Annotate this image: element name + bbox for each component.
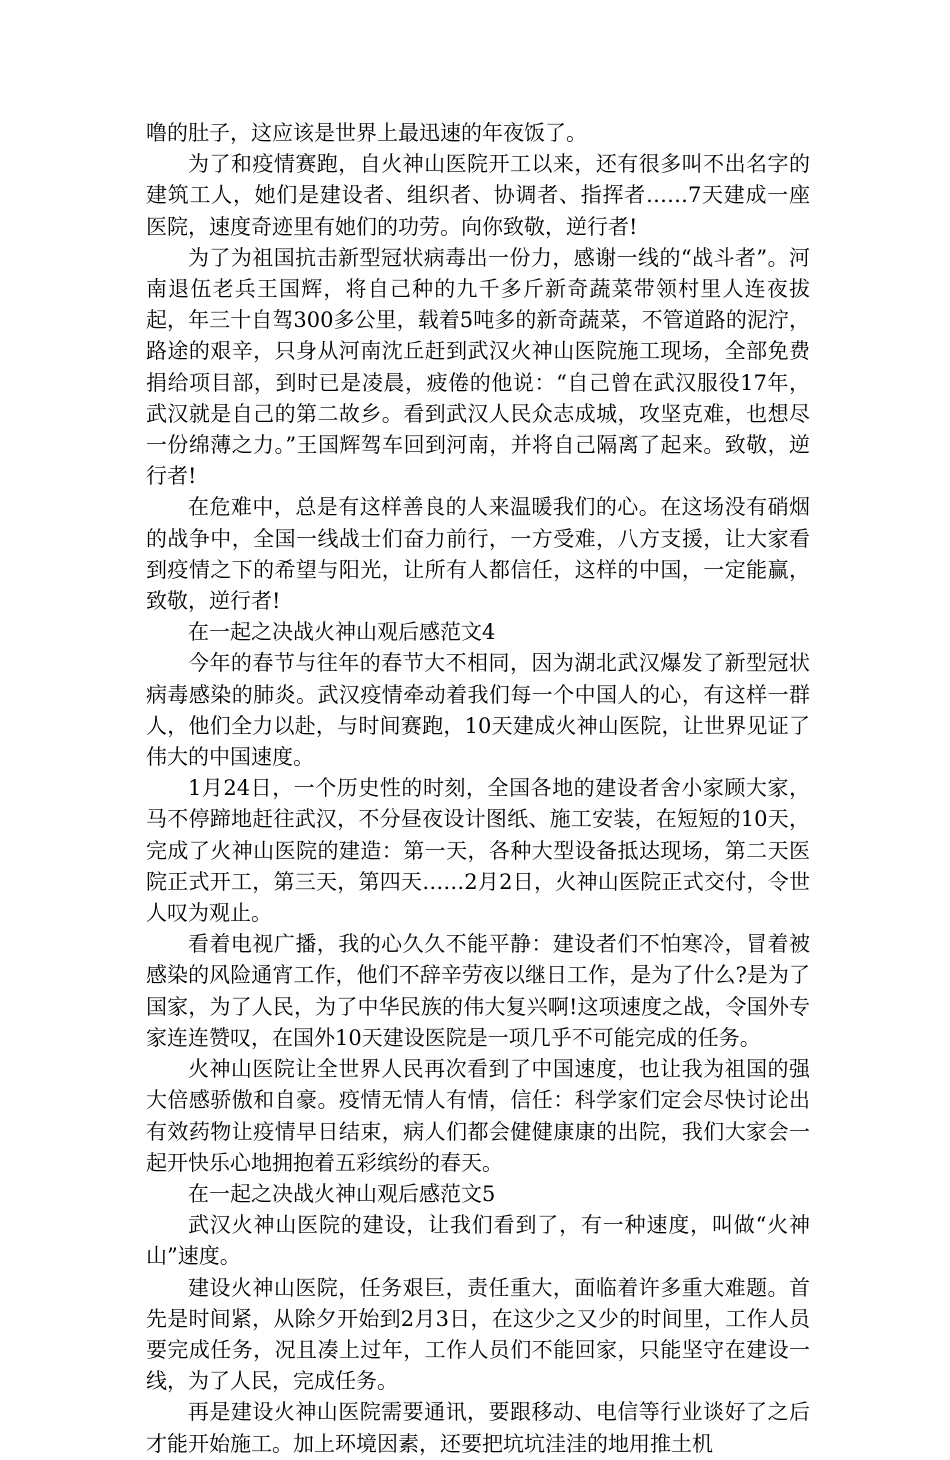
paragraph: 噜的肚子，这应该是世界上最迅速的年夜饭了。: [146, 121, 587, 145]
document-body: [146, 118, 810, 1460]
paragraph: 建设火神山医院，任务艰巨，责任重大，面临着许多重大难题。首先是时间紧，从除夕开始到2月3日，在这少之又少的时间里，工作人员要完成任务，况且凑上过年，工作人员们不能回家，只能坚守在建设一线，为了人民，完成任务。: [146, 1275, 810, 1394]
paragraph: 在危难中，总是有这样善良的人来温暖我们的心。在这场没有硝烟的战争中，全国一线战士们奋力前行，一方受难，八方支援，让大家看到疫情之下的希望与阳光，让所有人都信任，这样的中国，一定能赢，致敬，逆行者!: [146, 495, 810, 614]
paragraph: 武汉火神山医院的建设，让我们看到了，有一种速度，叫做“火神山”速度。: [146, 1213, 810, 1269]
paragraph: 看着电视广播，我的心久久不能平静：建设者们不怕寒冷，冒着被感染的风险通宵工作，他们不辞辛劳夜以继日工作，是为了什么?是为了国家，为了人民，为了中华民族的伟大复兴啊!这项速度之战，令国外专家连连赞叹，在国外10天建设医院是一项几乎不可能完成的任务。: [146, 932, 810, 1050]
paragraph: 今年的春节与往年的春节大不相同，因为湖北武汉爆发了新型冠状病毒感染的肺炎。武汉疫情牵动着我们每一个中国人的心，有这样一群人，他们全力以赴，与时间赛跑，10天建成火神山医院，让世界见证了伟大的中国速度。: [146, 651, 810, 770]
paragraph: 为了和疫情赛跑，自火神山医院开工以来，还有很多叫不出名字的建筑工人，她们是建设者、组织者、协调者、指挥者……7天建成一座医院，速度奇迹里有她们的功劳。向你致敬，逆行者!: [146, 152, 810, 239]
paragraph: 火神山医院让全世界人民再次看到了中国速度，也让我为祖国的强大倍感骄傲和自豪。疫情无情人有情，信任：科学家们定会尽快讨论出有效药物让疫情早日结束，病人们都会健健康康的出院，我们大家会一起开快乐心地拥抱着五彩缤纷的春天。: [146, 1057, 810, 1175]
paragraph: 为了为祖国抗击新型冠状病毒出一份力，感谢一线的“战斗者”。河南退伍老兵王国辉，将自己种的九千多斤新奇蔬菜带领村里人连夜拔起，年三十自驾300多公里，载着5吨多的新奇蔬菜，不管道路的泥泞，路途的艰辛，只身从河南沈丘赶到武汉火神山医院施工现场，全部免费捐给项目部，到时已是凌晨，疲倦的他说：“自己曾在武汉服役17年，武汉就是自己的第二故乡。看到武汉人民众志成城，攻坚克难，也想尽一份绵薄之力。”王国辉驾车回到河南，并将自己隔离了起来。致敬，逆行者!: [146, 245, 810, 489]
section-heading: 在一起之决战火神山观后感范文5: [188, 1181, 496, 1206]
paragraph: 再是建设火神山医院需要通讯，要跟移动、电信等行业谈好了之后才能开始施工。加上环境因素，还要把坑坑洼洼的地用推土机: [146, 1400, 810, 1456]
paragraph: 1月24日，一个历史性的时刻，全国各地的建设者舍小家顾大家，马不停蹄地赶往武汉，不分昼夜设计图纸、施工安装，在短短的10天，完成了火神山医院的建造：第一天，各种大型设备抵达现场，第二天医院正式开工，第三天，第四天……2月2日，火神山医院正式交付，令世人叹为观止。: [146, 776, 810, 926]
section-heading: 在一起之决战火神山观后感范文4: [188, 620, 496, 645]
